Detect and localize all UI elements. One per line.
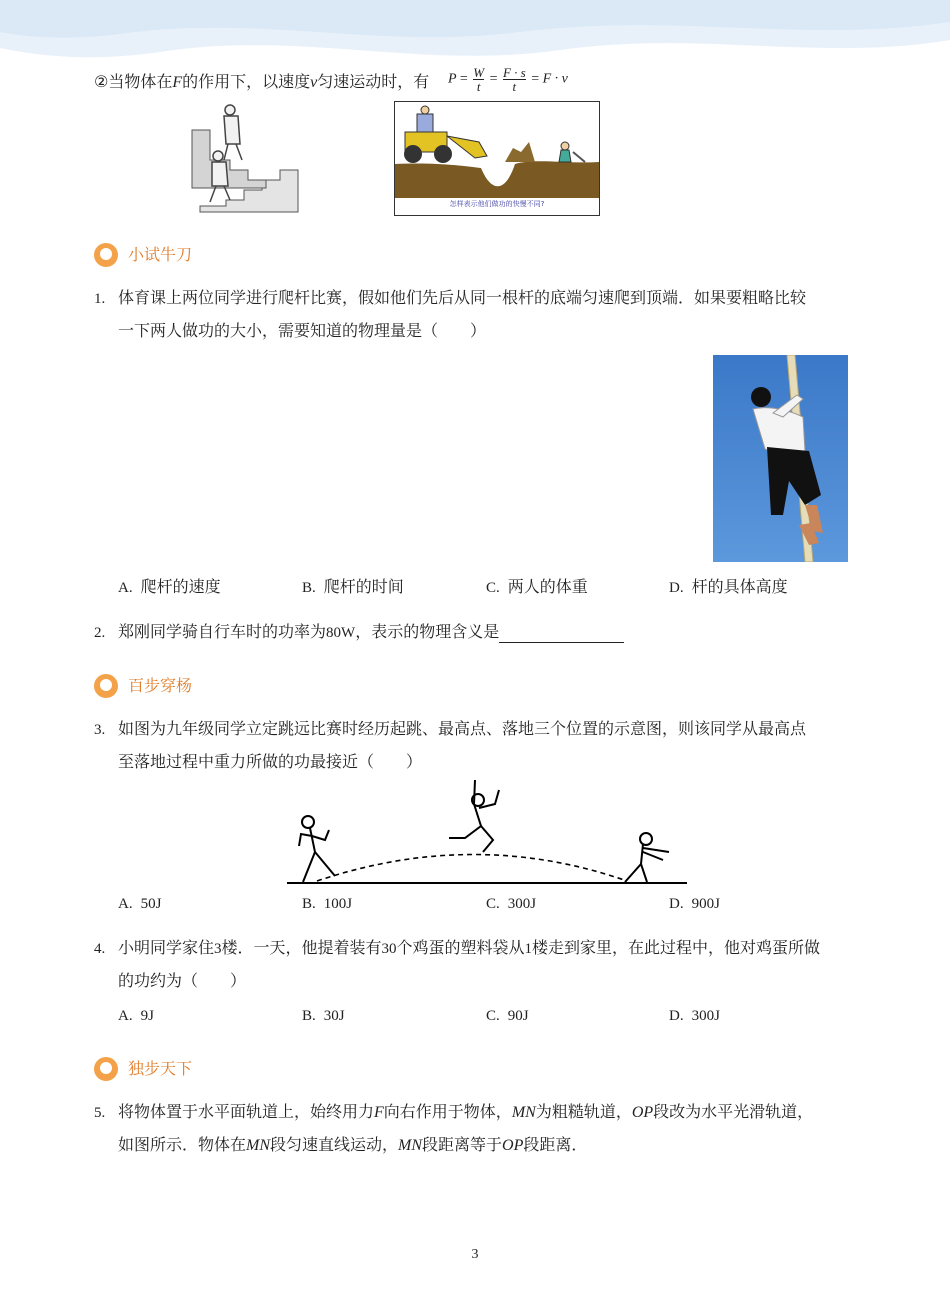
- power-formula: [448, 66, 568, 93]
- q1-option-d[interactable]: D. 杆的具体高度: [669, 577, 788, 596]
- q5-line2: 如图所示．物体在MN段匀速直线运动，MN段距离等于OP段距离．: [118, 1135, 588, 1154]
- long-jump-diagram: [285, 778, 690, 888]
- pole-climbing-photo: [713, 355, 848, 562]
- q5-number: 5.: [94, 1105, 106, 1121]
- bulldozer-illustration: [394, 101, 600, 216]
- q4-option-d[interactable]: D. 300J: [669, 1008, 720, 1024]
- q4-line2: 的功约为（ ）: [118, 971, 247, 990]
- lightbulb-icon: [94, 1057, 118, 1081]
- lightbulb-icon: [94, 674, 118, 698]
- section-title-1: 小试牛刀: [128, 245, 193, 264]
- q1-line1: 体育课上两位同学进行爬杆比赛，假如他们先后从同一根杆的底端匀速爬到顶端．如果要粗略比较: [118, 288, 807, 307]
- lightbulb-icon: [94, 243, 118, 267]
- formula-eq-1: =: [459, 71, 468, 87]
- q5-line1: 将物体置于水平面轨道上，始终用力F向右作用于物体，MN为粗糙轨道，OP段改为水平光滑轨道，: [118, 1102, 814, 1121]
- intro-line: [94, 72, 429, 93]
- q4-option-b[interactable]: B. 30J: [302, 1008, 345, 1024]
- q3-line1: 如图为九年级同学立定跳远比赛时经历起跳、最高点、落地三个位置的示意图，则该同学从最高点: [118, 719, 807, 738]
- q3-option-d[interactable]: D. 900J: [669, 896, 720, 912]
- q4-option-a[interactable]: A. 9J: [118, 1008, 154, 1024]
- formula-eq-2: =: [489, 71, 498, 87]
- q4-number: 4.: [94, 941, 106, 957]
- q2-text: 郑刚同学骑自行车时的功率为80W，表示的物理含义是: [118, 622, 624, 643]
- q2-power-value: 80W: [326, 625, 356, 641]
- q3-line2: 至落地过程中重力所做的功最接近（ ）: [118, 752, 423, 771]
- intro-F: F: [172, 74, 183, 91]
- q1-option-c[interactable]: C. 两人的体重: [486, 577, 588, 596]
- intro-v: v: [310, 74, 318, 91]
- stairs-climbing-illustration: [190, 100, 302, 216]
- jumper-apex-figure: [449, 780, 499, 852]
- intro-prefix: ②当物体在: [94, 72, 173, 91]
- jumper-landing-figure: [625, 833, 669, 882]
- formula-eq-3: =: [531, 71, 540, 87]
- intro-suffix: 匀速运动时，有: [317, 72, 430, 91]
- q1-option-b[interactable]: B. 爬杆的时间: [302, 577, 404, 596]
- q4-line1: 小明同学家住3楼．一天，他提着装有30个鸡蛋的塑料袋从1楼走到家里，在此过程中，他对鸡蛋所做: [118, 938, 821, 957]
- q2-answer-blank[interactable]: [499, 627, 624, 643]
- formula-P: P: [448, 71, 457, 87]
- q3-number: 3.: [94, 722, 106, 738]
- q3-option-b[interactable]: B. 100J: [302, 896, 353, 912]
- fraction-Fs-t: $\frac{F \cdot s}{t}$: [502, 65, 526, 94]
- q1-option-a[interactable]: A. 爬杆的速度: [118, 577, 221, 596]
- q1-line2: 一下两人做功的大小，需要知道的物理量是（ ）: [118, 321, 487, 340]
- section-title-2: 百步穿杨: [128, 676, 193, 695]
- bulldozer-caption: 怎样表示他们做功的快慢不同?: [449, 200, 545, 208]
- page-number: 3: [471, 1247, 479, 1262]
- intro-mid: 的作用下，以速度: [182, 72, 311, 91]
- formula-Fv: F · v: [542, 71, 568, 87]
- q3-option-c[interactable]: C. 300J: [486, 896, 537, 912]
- jumper-takeoff-figure: [299, 816, 335, 882]
- section-title-3: 独步天下: [128, 1059, 193, 1078]
- q3-option-a[interactable]: A. 50J: [118, 896, 162, 912]
- q1-number: 1.: [94, 291, 106, 307]
- fraction-W-t: $\frac{W}{t}$: [473, 65, 485, 94]
- q4-option-c[interactable]: C. 90J: [486, 1008, 529, 1024]
- header-wave-decoration: [0, 0, 950, 70]
- q2-number: 2.: [94, 625, 106, 641]
